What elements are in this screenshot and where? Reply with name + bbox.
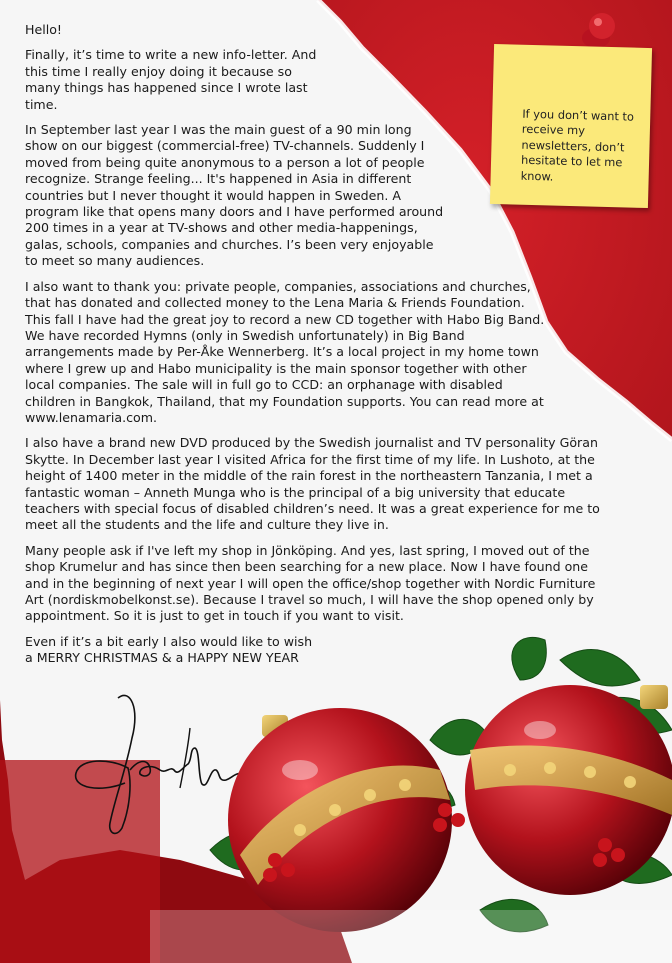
christmas-ornaments-illustration bbox=[0, 620, 672, 963]
paragraph-tv-show: In September last year I was the main guest of a 90 min long show on our biggest (commercial-free) TV-channels. Suddenly I moved from being quite anonymous to a person a lot of people recognize. Strange feeling... It's happened in Asia in different countries but I never thought it would happen in Sweden. A program like that opens many doors and I have performed around 200 times in a year at TV-shows and other media-happenings, galas, schools, companies and churches. I’s been very enjoyable to meet so many audiences. bbox=[25, 122, 444, 269]
paragraph-dvd: I also have a brand new DVD produced by the Swedish journalist and TV personality Göran Skytte. In December last year I visited Africa for the first time of my life. In Lushoto, at the height of 1400 meter in the middle of the rain forest in the northeastern Tanzania, I met a fantastic woman – Anneth Munga who is the principal of a big university that educate teachers with special focus of disabled children’s need. It was a great experience for me to meet all the students and the life and culture they live in. bbox=[25, 435, 600, 533]
letter-body bbox=[25, 22, 605, 667]
paragraph-thanks: I also want to thank you: private people, companies, associations and churches, that has donated and collected money to the Lena Maria & Friends Foundation. This fall I have had the great joy to record a new CD together with Habo Big Band. We have recorded Hymns (only in Swedish unfortunately) in Big Band arrangements made by Per-Åke Wennerberg. It’s a local project in my home town where I grew up and Habo municipality is the main sponsor together with other local companies. The sale will in full go to CCD: an orphanage with disabled children in Bangkok, Thailand, that my Foundation supports. You can read more at www.lenamaria.com. bbox=[25, 278, 545, 425]
paragraph-intro: Finally, it’s time to write a new info-letter. And this time I really enjoy doing it because so many things has happened since I wrote last time. bbox=[25, 47, 317, 112]
greeting: Hello! bbox=[25, 22, 62, 37]
closing-line-2: a MERRY CHRISTMAS & a HAPPY NEW YEAR bbox=[25, 650, 299, 666]
unsubscribe-note-text: If you don’t want to receive my newsletters, don’t hesitate to let me know. bbox=[520, 106, 635, 184]
closing-line-1: Even if it’s a bit early I also would like to wish bbox=[25, 633, 313, 649]
paragraph-shop: Many people ask if I've left my shop in Jönköping. And yes, last spring, I moved out of the shop Krumelur and has since then been searching for a new place. Now I have found one and in the beginning of next year I will open the office/shop together with Nordic Furniture Art (nordiskmobelkonst.se). Because I travel so much, I will have the shop opened only by appointment. So it is just to get in touch if you want to visit. bbox=[25, 542, 596, 624]
